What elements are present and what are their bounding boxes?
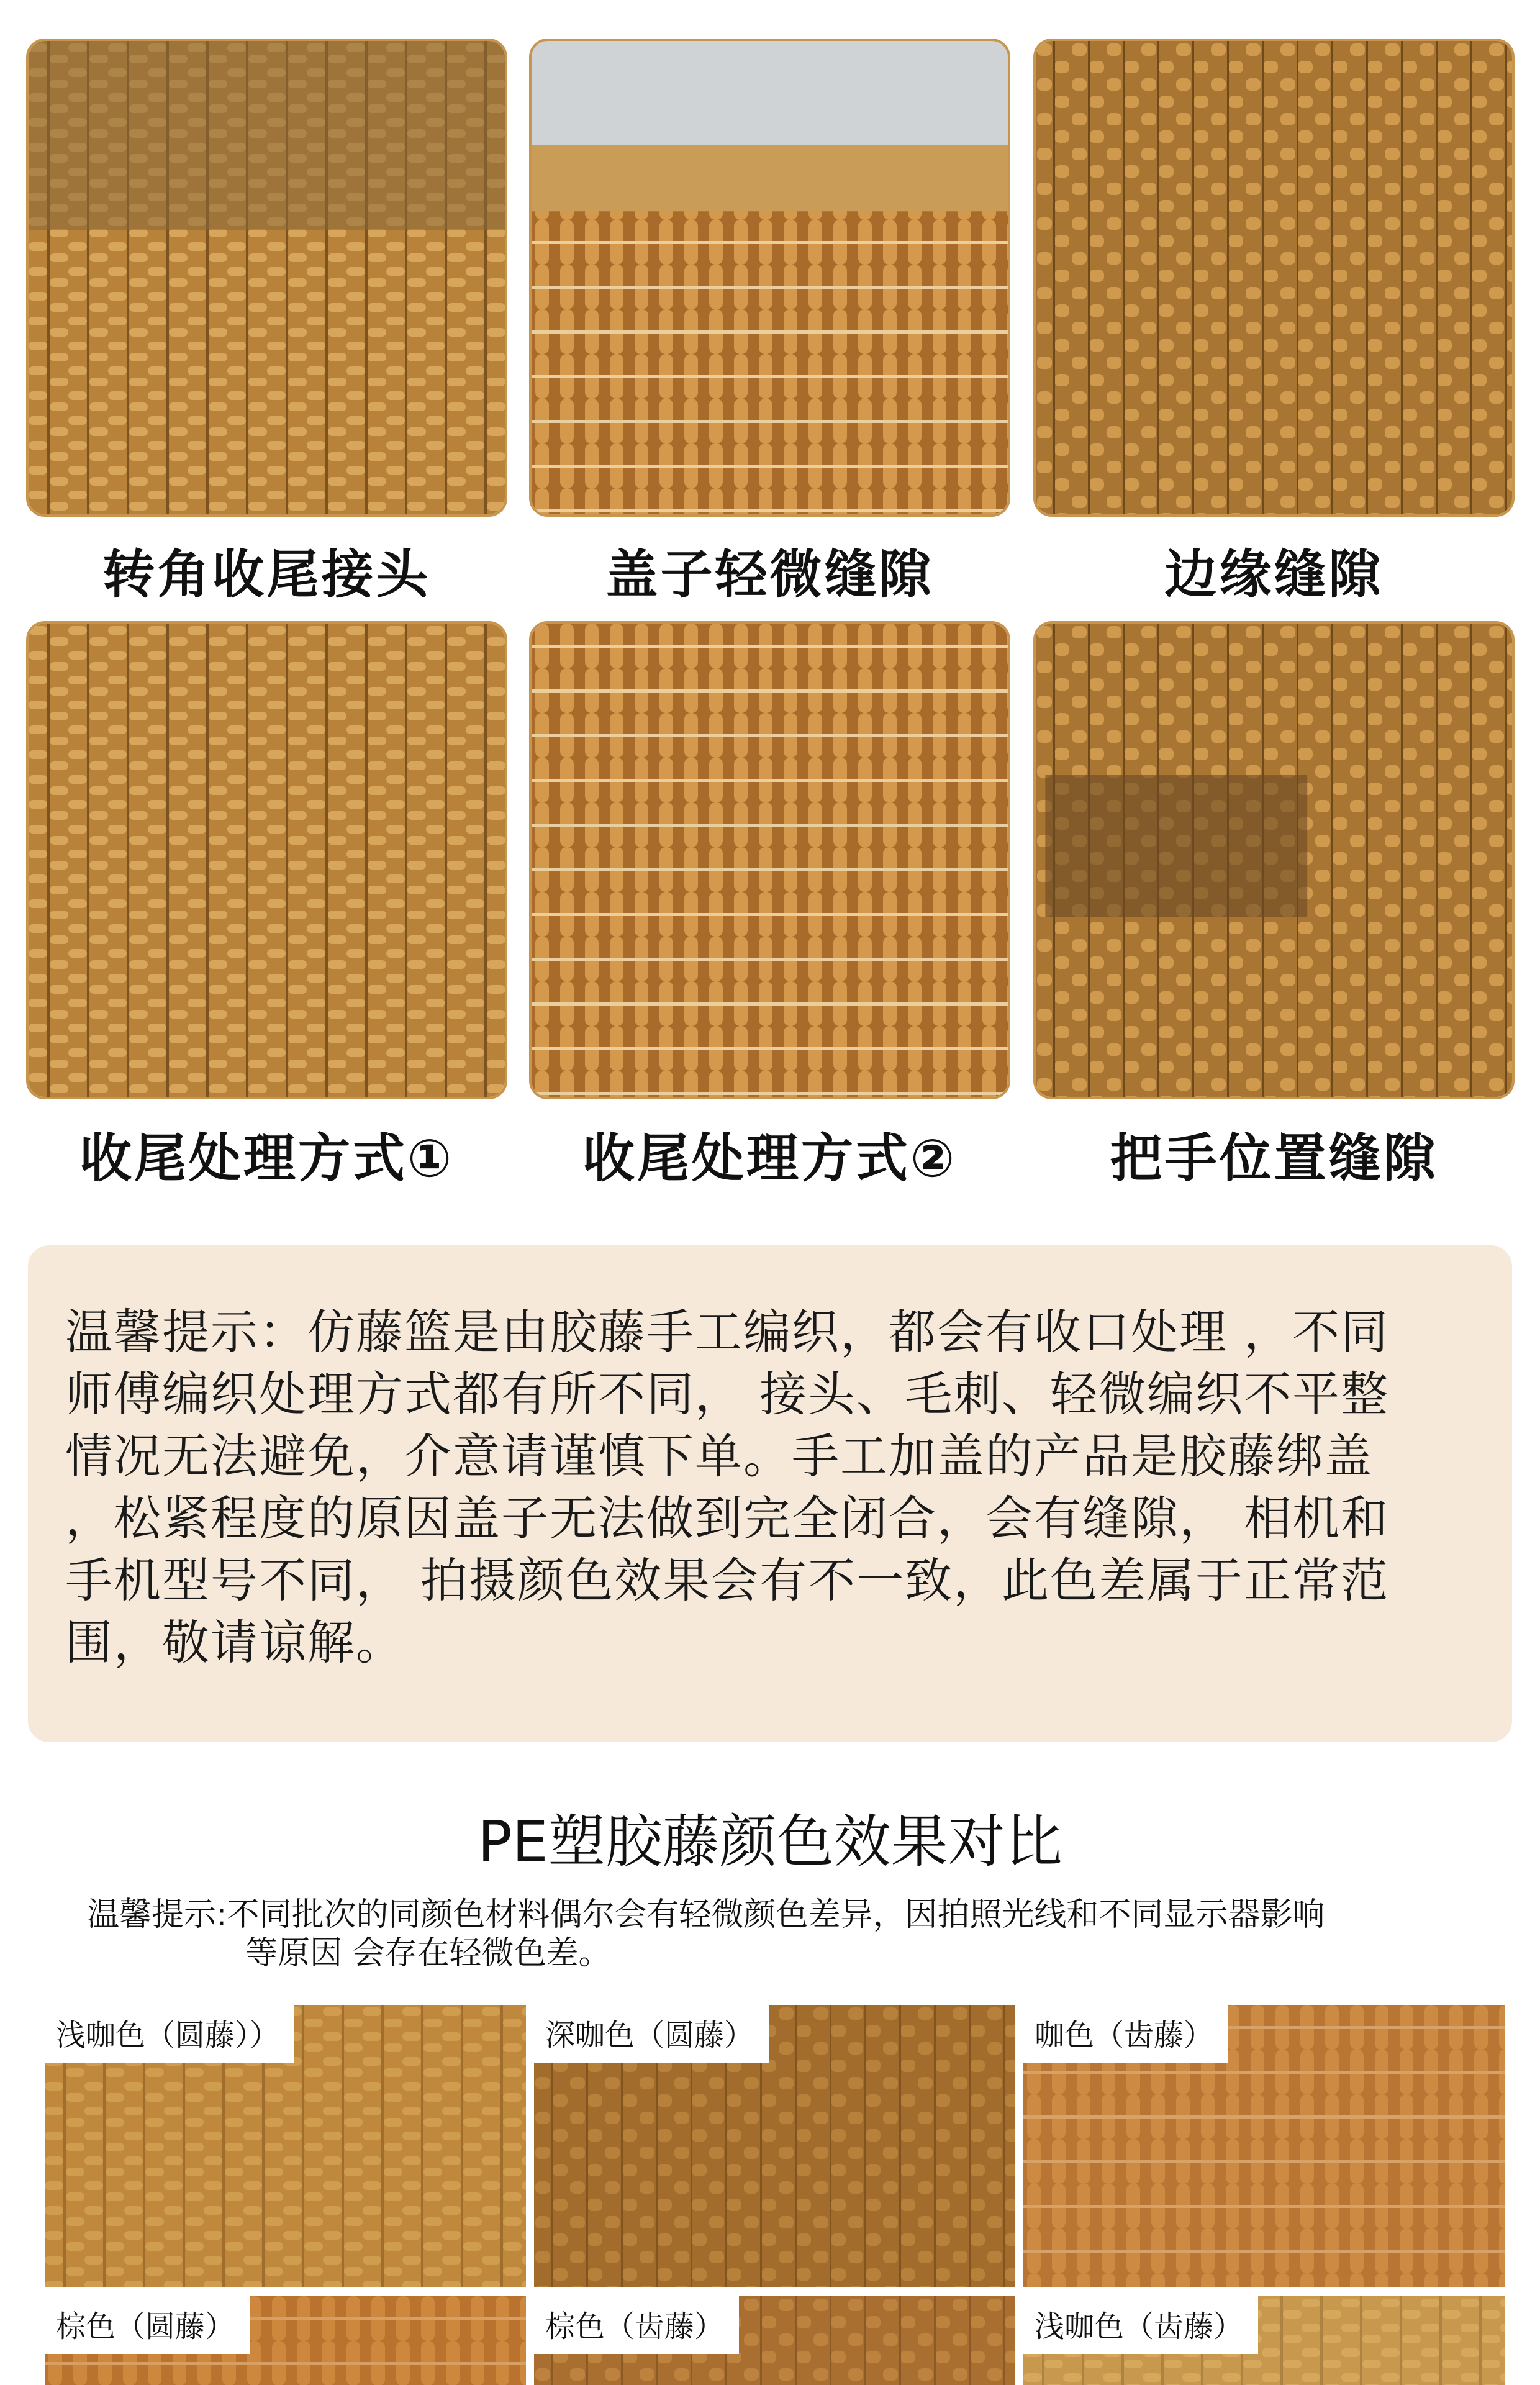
photo-finish-method-1 bbox=[26, 621, 507, 1099]
photo-lid-gap bbox=[529, 39, 1010, 517]
section-title: PE塑胶藤颜色效果对比 bbox=[478, 1809, 1062, 1875]
caption-corner-joint: 转角收尾接头 bbox=[102, 544, 431, 605]
swatch-label: 浅咖色（齿藤） bbox=[1023, 2296, 1258, 2354]
photo-edge-gap bbox=[1033, 39, 1515, 517]
swatch-label: 棕色（圆藤） bbox=[45, 2296, 250, 2354]
caption-edge-gap: 边缘缝隙 bbox=[1164, 544, 1384, 605]
swatch-dark-coffee-round bbox=[534, 2005, 1015, 2287]
caption-lid-gap: 盖子轻微缝隙 bbox=[605, 544, 934, 605]
photo-corner-joint bbox=[26, 39, 507, 517]
notice-text: 温馨提示：仿藤篮是由胶藤手工编织，都会有收口处理 ，不同 师傅编织处理方式都有所不同， 接头、毛刺、轻微编织不平整 情况无法避免，介意请谨慎下单。手工加盖的产品是胶藤绑盖 ，松紧程度的原因盖子无法做到完全闭合，会有缝隙， 相机和 手机型号不同， 拍摄颜色效果会有不一致，此色差属于正常范 围，敬请谅解。 bbox=[65, 1304, 1390, 1670]
swatch-label: 咖色（齿藤） bbox=[1023, 2005, 1228, 2063]
caption-finish-method-2: 收尾处理方式② bbox=[582, 1128, 958, 1189]
photo-finish-method-2 bbox=[529, 621, 1010, 1099]
swatch-label: 浅咖色（圆藤）） bbox=[45, 2005, 294, 2063]
swatch-brown-round bbox=[45, 2296, 526, 2385]
photo-handle-gap bbox=[1033, 621, 1515, 1099]
swatch-light-coffee-round bbox=[45, 2005, 526, 2287]
caption-finish-method-1: 收尾处理方式① bbox=[79, 1128, 455, 1189]
swatch-coffee-ribbed bbox=[1023, 2005, 1505, 2287]
color-tip: 温馨提示:不同批次的同颜色材料偶尔会有轻微颜色差异，因拍照光线和不同显示器影响 等原因 会存在轻微色差。 bbox=[87, 1896, 1325, 1972]
swatch-label: 深咖色（圆藤） bbox=[534, 2005, 769, 2063]
swatch-brown-ribbed bbox=[534, 2296, 1015, 2385]
notice-box bbox=[28, 1245, 1512, 1742]
swatch-light-coffee-ribbed bbox=[1023, 2296, 1505, 2385]
caption-handle-gap: 把手位置缝隙 bbox=[1110, 1128, 1438, 1189]
swatch-label: 棕色（齿藤） bbox=[534, 2296, 739, 2354]
